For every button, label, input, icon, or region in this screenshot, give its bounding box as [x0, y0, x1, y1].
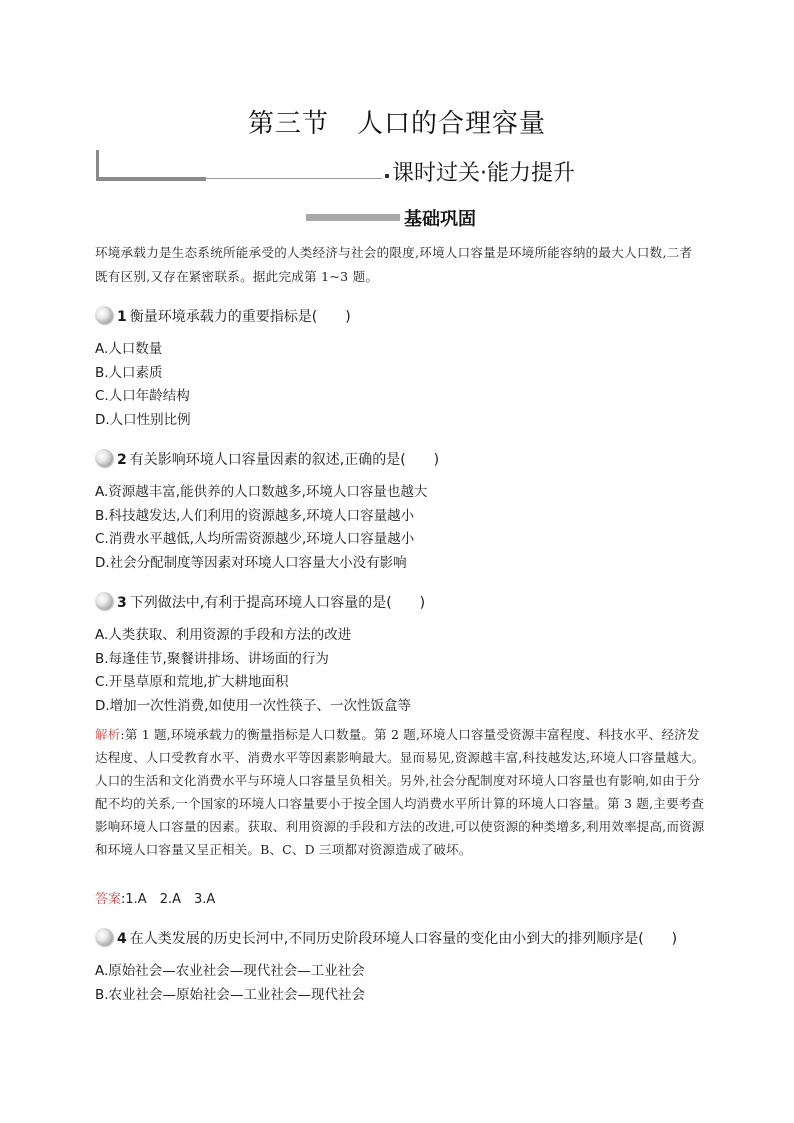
question-3 [95, 590, 715, 718]
question-stem [95, 447, 715, 473]
question-number: 2 [117, 452, 127, 468]
question-2 [95, 447, 715, 575]
banner-decoration-thick [96, 177, 206, 181]
option-a: A.原始社会—农业社会—现代社会—工业社会 [95, 963, 365, 979]
subsection-label: 基础巩固 [404, 209, 476, 230]
option-list [95, 338, 715, 432]
option-b: B.科技越发达,人们利用的资源越多,环境人口容量越小 [95, 507, 415, 524]
banner-label: 课时过关·能力提升 [392, 161, 575, 186]
option-list [95, 960, 715, 1007]
intro-paragraph: 环境承载力是生态系统所能承受的人类经济与社会的限度,环境人口容量是环境所能容纳的最大人口数,二者既有区别,又存在紧密联系。据此完成第 1~3 题。 [95, 245, 693, 284]
question-number: 1 [117, 309, 127, 325]
title-name: 人口的合理容量 [357, 109, 547, 139]
title-section: 第三节 [247, 109, 329, 139]
question-bullet-icon [95, 592, 113, 610]
answer-line [95, 889, 215, 911]
option-a: A.资源越丰富,能供养的人口数越多,环境人口容量也越大 [95, 484, 428, 500]
page-title [0, 103, 794, 140]
question-stem [95, 926, 715, 952]
question-4 [95, 926, 715, 1007]
question-number: 3 [117, 595, 127, 611]
question-bullet-icon [95, 928, 113, 946]
question-stem [95, 590, 715, 616]
option-d: D.增加一次性消费,如使用一次性筷子、一次性饭盒等 [95, 697, 411, 714]
option-d: D.人口性别比例 [95, 411, 191, 428]
option-list [95, 624, 715, 718]
banner-decoration-vertical [96, 150, 99, 180]
option-b: B.人口素质 [95, 364, 163, 381]
question-bullet-icon [95, 449, 113, 467]
option-list [95, 481, 715, 575]
question-text: 有关影响环境人口容量因素的叙述,正确的是( ) [129, 452, 440, 468]
analysis-paragraph [95, 723, 707, 861]
option-c: C.开垦草原和荒地,扩大耕地面积 [95, 674, 289, 690]
analysis-tag: 解析 [95, 727, 121, 742]
answer-tag: 答案 [95, 892, 122, 907]
section-banner [96, 150, 636, 190]
question-stem [95, 304, 715, 330]
question-text: 在人类发展的历史长河中,不同历史阶段环境人口容量的变化由小到大的排列顺序是( ) [129, 931, 678, 947]
question-number: 4 [117, 931, 127, 947]
question-bullet-icon [95, 306, 113, 324]
option-a: A.人类获取、利用资源的手段和方法的改进 [95, 627, 352, 643]
answer-text: :1.A 2.A 3.A [121, 892, 216, 907]
option-a: A.人口数量 [95, 341, 163, 357]
banner-decoration-line [206, 178, 382, 179]
option-c: C.人口年龄结构 [95, 388, 190, 404]
option-d: D.社会分配制度等因素对环境人口容量大小没有影响 [95, 554, 407, 571]
banner-bullet-icon [385, 174, 389, 178]
option-c: C.消费水平越低,人均所需资源越少,环境人口容量越小 [95, 531, 415, 547]
question-text: 衡量环境承载力的重要指标是( ) [129, 309, 351, 325]
option-b: B.每逢佳节,聚餐讲排场、讲场面的行为 [95, 650, 329, 667]
option-b: B.农业社会—原始社会—工业社会—现代社会 [95, 986, 366, 1003]
subsection-heading [306, 205, 506, 229]
subsection-decoration-bar [306, 214, 400, 221]
analysis-text: :第 1 题,环境承载力的衡量指标是人口数量。第 2 题,环境人口容量受资源丰富程度、科技水平、经济发达程度、人口受教育水平、消费水平等因素影响最大。显而易见,资源越丰富,科技越发达,环境人口容量越大。人口的生活和文化消费水平与环境人口容量呈负相关。另外,社会分配制度对环境人口容量也有影响,如由于分配不均的关系,一个国家的环境人口容量要小于按全国人均消费水平所计算的环境人口容量。第 3 题,主要考查影响环境人口容量的因素。获取、利用资源的手段和方法的改进,可以使资源的种类增多,利用效率提高,而资源和环境人口容量又呈正相关。B、C、D 三项都对资源造成了破坏。 [95, 727, 705, 857]
question-1 [95, 304, 715, 432]
question-text: 下列做法中,有利于提高环境人口容量的是( ) [129, 595, 426, 611]
